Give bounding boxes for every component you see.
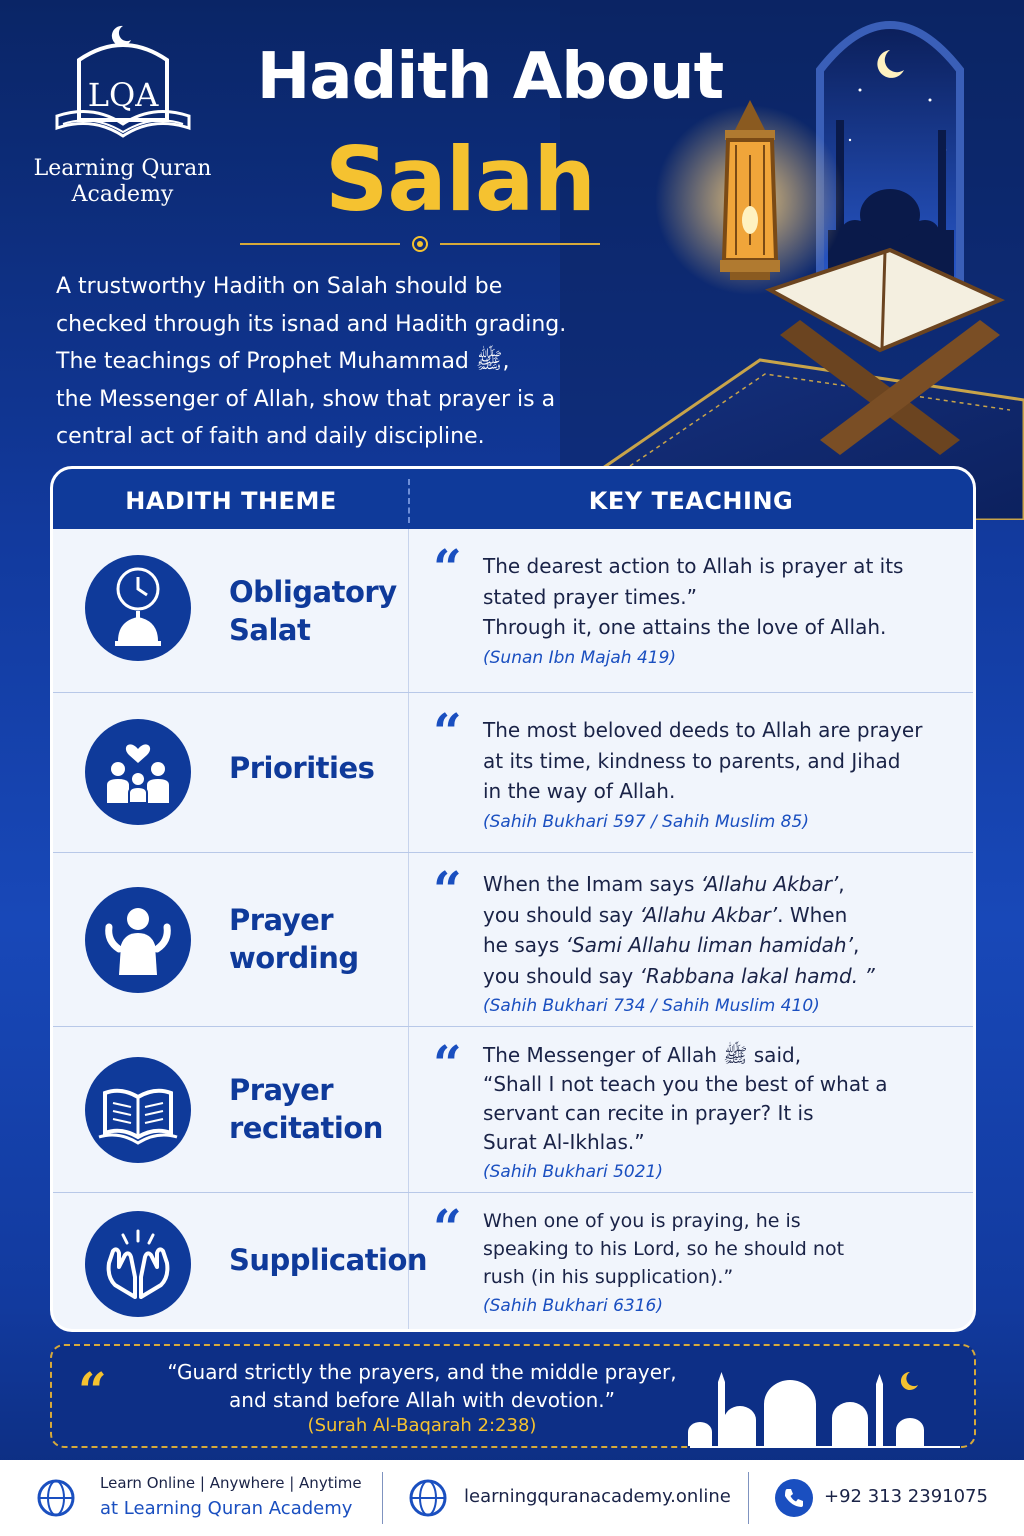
theme-line: Prayer bbox=[229, 1073, 334, 1107]
quote-icon: “ bbox=[433, 538, 462, 597]
tagline-part: Anywhere bbox=[209, 1474, 285, 1492]
teaching-line: at its time, kindness to parents, and Jihad bbox=[483, 748, 901, 773]
logo-letters: LQA bbox=[87, 76, 158, 114]
table-row bbox=[53, 1193, 973, 1332]
teaching-text: When the Imam says bbox=[483, 872, 701, 896]
row-theme bbox=[229, 573, 404, 649]
table-row bbox=[53, 853, 973, 1027]
open-book-icon bbox=[85, 1057, 191, 1163]
hadith-reference: (Sahih Bukhari 597 / Sahih Muslim 85) bbox=[483, 811, 809, 832]
row-teaching bbox=[483, 1207, 953, 1321]
intro-line: The teachings of Prophet Muhammad ﷺ, bbox=[56, 349, 510, 374]
hadith-reference: (Sahih Bukhari 5021) bbox=[483, 1162, 664, 1182]
family-heart-icon bbox=[85, 719, 191, 825]
teaching-line: The dearest action to Allah is prayer at its bbox=[483, 554, 904, 578]
table-row bbox=[53, 693, 973, 853]
teaching-line: in the way of Allah. bbox=[483, 779, 676, 803]
page-title-line1: Hadith About bbox=[256, 40, 724, 114]
teaching-line: Surat Al-Ikhlas.” bbox=[483, 1130, 645, 1154]
theme-line: wording bbox=[229, 941, 359, 975]
teaching-line: servant can recite in prayer? It is bbox=[483, 1101, 814, 1125]
teaching-line: rush (in his supplication).” bbox=[483, 1266, 734, 1288]
teaching-line bbox=[483, 961, 953, 992]
academy-logo bbox=[30, 20, 215, 230]
row-theme bbox=[229, 901, 404, 977]
footer-divider bbox=[748, 1472, 749, 1524]
teaching-text: you should say bbox=[483, 963, 640, 988]
quote-icon: “ bbox=[433, 1198, 462, 1257]
header-key-teaching: KEY TEACHING bbox=[588, 487, 794, 515]
teaching-line: speaking to his Lord, so he should not bbox=[483, 1238, 845, 1260]
phone-number[interactable]: +92 313 2391075 bbox=[824, 1486, 988, 1507]
footer-academy: at Learning Quran Academy bbox=[100, 1498, 353, 1519]
theme-line: Supplication bbox=[229, 1243, 428, 1277]
quote-icon: “ bbox=[433, 1034, 462, 1093]
ornament-divider bbox=[240, 234, 600, 254]
teaching-line: “Shall I not teach you the best of what a bbox=[483, 1072, 888, 1096]
clock-mosque-icon bbox=[85, 555, 191, 661]
intro-line: checked through its isnad and Hadith grading. bbox=[56, 311, 567, 337]
intro-line: central act of faith and daily discipline. bbox=[56, 424, 485, 449]
theme-line: recitation bbox=[229, 1111, 383, 1145]
theme-line: Obligatory bbox=[229, 575, 397, 609]
row-theme bbox=[229, 1241, 428, 1279]
row-theme bbox=[229, 1071, 404, 1147]
teaching-line bbox=[483, 900, 953, 931]
page-title-line2: Salah bbox=[325, 128, 595, 231]
tagline-part: Learn Online bbox=[100, 1474, 196, 1492]
hadith-reference: (Sunan Ibn Majah 419) bbox=[483, 647, 677, 668]
teaching-italic: ‘Rabbana lakal hamd. ” bbox=[639, 963, 875, 988]
row-theme bbox=[229, 749, 404, 787]
brand-name-line1: Learning Quran bbox=[33, 156, 212, 181]
table-header bbox=[53, 469, 973, 529]
theme-line: Priorities bbox=[229, 751, 375, 785]
hadith-reference: (Sahih Bukhari 6316) bbox=[483, 1296, 664, 1316]
row-teaching bbox=[483, 715, 953, 837]
teaching-line: stated prayer times.” bbox=[483, 584, 697, 609]
teaching-line: The Messenger of Allah ﷺ said, bbox=[483, 1043, 802, 1067]
teaching-line: Through it, one attains the love of Allah. bbox=[483, 615, 887, 639]
intro-line: the Messenger of Allah, show that prayer is a bbox=[56, 386, 556, 412]
tagline-separator: | bbox=[199, 1474, 205, 1492]
hadith-table bbox=[50, 466, 976, 1332]
verse-line: and stand before Allah with devotion.” bbox=[229, 1388, 615, 1412]
teaching-text: . When bbox=[777, 902, 848, 927]
teaching-line bbox=[483, 930, 953, 961]
quote-icon: “ bbox=[433, 860, 462, 919]
teaching-line: The most beloved deeds to Allah are prayer bbox=[483, 718, 923, 742]
teaching-italic: ‘Allahu Akbar’ bbox=[700, 872, 839, 896]
phone-icon bbox=[774, 1478, 814, 1518]
table-row bbox=[53, 529, 973, 693]
quote-icon: “ bbox=[433, 702, 462, 761]
tagline-separator: | bbox=[289, 1474, 295, 1492]
footer-tagline bbox=[100, 1474, 362, 1492]
book-crescent-icon bbox=[43, 20, 203, 150]
globe-icon bbox=[408, 1478, 448, 1518]
teaching-text: you should say bbox=[483, 902, 640, 927]
teaching-text: , bbox=[838, 872, 845, 896]
teaching-line: When one of you is praying, he is bbox=[483, 1210, 801, 1232]
mosque-skyline-icon bbox=[630, 1342, 976, 1448]
teaching-line bbox=[483, 869, 953, 900]
footer-bar bbox=[0, 1460, 1024, 1536]
teaching-italic: ‘Sami Allahu liman hamidah’ bbox=[565, 933, 853, 957]
row-teaching bbox=[483, 869, 953, 1021]
header-hadith-theme: HADITH THEME bbox=[125, 487, 337, 515]
teaching-italic: ‘Allahu Akbar’ bbox=[639, 902, 778, 927]
teaching-text: he says bbox=[483, 933, 566, 957]
verse-line: “Guard strictly the prayers, and the middle prayer, bbox=[167, 1360, 677, 1384]
row-teaching bbox=[483, 551, 953, 673]
brand-name-line2: Academy bbox=[71, 182, 174, 207]
raised-hands-icon bbox=[85, 1211, 191, 1317]
tagline-part: Anytime bbox=[299, 1474, 362, 1492]
intro-paragraph bbox=[56, 268, 576, 456]
verse-reference: (Surah Al-Baqarah 2:238) bbox=[307, 1415, 537, 1436]
quote-icon: “ bbox=[78, 1361, 107, 1420]
globe-icon bbox=[36, 1478, 76, 1518]
website-link[interactable]: learningquranacademy.online bbox=[464, 1486, 731, 1507]
teaching-text: , bbox=[852, 933, 860, 957]
row-teaching bbox=[483, 1041, 953, 1187]
verse-text bbox=[142, 1358, 702, 1414]
theme-line: Salat bbox=[229, 613, 311, 647]
footer-divider bbox=[382, 1472, 383, 1524]
theme-line: Prayer bbox=[229, 903, 334, 937]
hadith-reference: (Sahih Bukhari 734 / Sahih Muslim 410) bbox=[483, 996, 820, 1016]
person-praying-icon bbox=[85, 887, 191, 993]
table-row bbox=[53, 1027, 973, 1193]
intro-line: A trustworthy Hadith on Salah should be bbox=[56, 274, 503, 299]
